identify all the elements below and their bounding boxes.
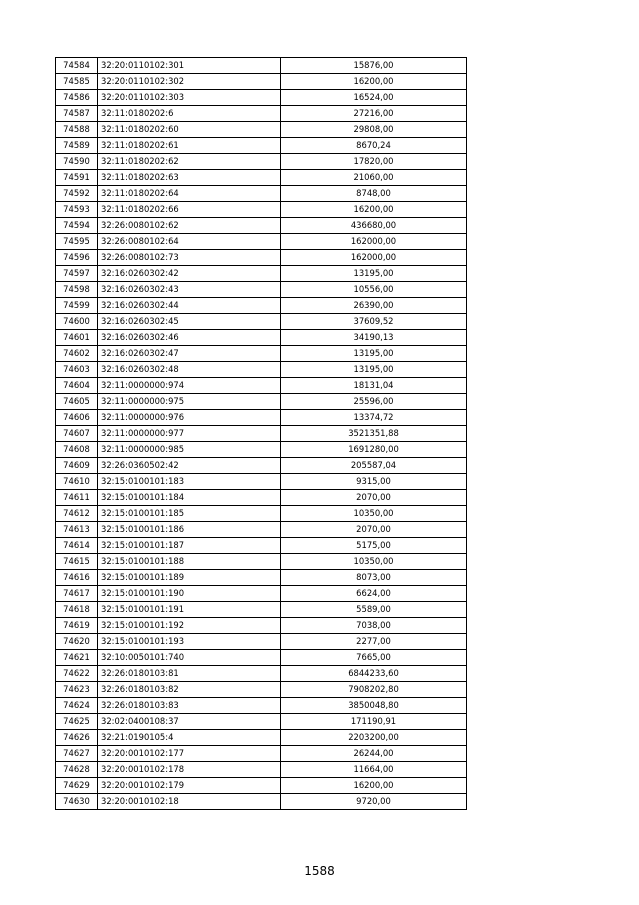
table-row	[56, 794, 467, 810]
page-number: 1588	[304, 864, 335, 878]
row-number-cell: 74607	[56, 426, 98, 442]
value-cell: 27216,00	[281, 106, 467, 122]
cadastral-number-cell: 32:15:0100101:185	[98, 506, 281, 522]
table-row	[56, 74, 467, 90]
table-row	[56, 170, 467, 186]
value-cell: 18131,04	[281, 378, 467, 394]
cadastral-number-cell: 32:15:0100101:191	[98, 602, 281, 618]
cadastral-number-cell: 32:26:0080102:62	[98, 218, 281, 234]
row-number-cell: 74589	[56, 138, 98, 154]
table-row	[56, 586, 467, 602]
value-cell: 3521351,88	[281, 426, 467, 442]
value-cell: 37609,52	[281, 314, 467, 330]
row-number-cell: 74591	[56, 170, 98, 186]
cadastral-number-cell: 32:26:0180103:82	[98, 682, 281, 698]
value-cell: 7665,00	[281, 650, 467, 666]
table-row	[56, 442, 467, 458]
table-row	[56, 186, 467, 202]
value-cell: 17820,00	[281, 154, 467, 170]
value-cell: 6624,00	[281, 586, 467, 602]
row-number-cell: 74626	[56, 730, 98, 746]
cadastral-number-cell: 32:11:0180202:6	[98, 106, 281, 122]
row-number-cell: 74604	[56, 378, 98, 394]
table-row	[56, 474, 467, 490]
value-cell: 10350,00	[281, 506, 467, 522]
row-number-cell: 74594	[56, 218, 98, 234]
row-number-cell: 74596	[56, 250, 98, 266]
value-cell: 5175,00	[281, 538, 467, 554]
value-cell: 11664,00	[281, 762, 467, 778]
table-row	[56, 218, 467, 234]
row-number-cell: 74610	[56, 474, 98, 490]
table-row	[56, 634, 467, 650]
cadastral-number-cell: 32:15:0100101:183	[98, 474, 281, 490]
value-cell: 7038,00	[281, 618, 467, 634]
value-cell: 162000,00	[281, 250, 467, 266]
row-number-cell: 74628	[56, 762, 98, 778]
cadastral-number-cell: 32:26:0080102:73	[98, 250, 281, 266]
table-row	[56, 346, 467, 362]
table-row	[56, 602, 467, 618]
row-number-cell: 74621	[56, 650, 98, 666]
cadastral-number-cell: 32:16:0260302:47	[98, 346, 281, 362]
table-row	[56, 506, 467, 522]
cadastral-number-cell: 32:20:0010102:18	[98, 794, 281, 810]
row-number-cell: 74606	[56, 410, 98, 426]
cadastral-number-cell: 32:20:0110102:303	[98, 90, 281, 106]
cadastral-number-cell: 32:11:0000000:975	[98, 394, 281, 410]
row-number-cell: 74611	[56, 490, 98, 506]
table-row	[56, 298, 467, 314]
value-cell: 25596,00	[281, 394, 467, 410]
row-number-cell: 74597	[56, 266, 98, 282]
row-number-cell: 74598	[56, 282, 98, 298]
cadastral-number-cell: 32:20:0110102:302	[98, 74, 281, 90]
table-row	[56, 58, 467, 74]
table-row	[56, 426, 467, 442]
table-row	[56, 394, 467, 410]
value-cell: 15876,00	[281, 58, 467, 74]
cadastral-number-cell: 32:11:0000000:976	[98, 410, 281, 426]
row-number-cell: 74630	[56, 794, 98, 810]
row-number-cell: 74617	[56, 586, 98, 602]
value-cell: 205587,04	[281, 458, 467, 474]
table-row	[56, 154, 467, 170]
cadastral-number-cell: 32:11:0180202:63	[98, 170, 281, 186]
row-number-cell: 74613	[56, 522, 98, 538]
row-number-cell: 74587	[56, 106, 98, 122]
cadastral-number-cell: 32:16:0260302:48	[98, 362, 281, 378]
value-cell: 13374,72	[281, 410, 467, 426]
value-cell: 13195,00	[281, 362, 467, 378]
table-row	[56, 330, 467, 346]
cadastral-number-cell: 32:16:0260302:44	[98, 298, 281, 314]
cadastral-number-cell: 32:16:0260302:42	[98, 266, 281, 282]
table-row	[56, 122, 467, 138]
table-row	[56, 554, 467, 570]
cadastral-number-cell: 32:15:0100101:184	[98, 490, 281, 506]
value-cell: 10350,00	[281, 554, 467, 570]
table-row	[56, 362, 467, 378]
value-cell: 9315,00	[281, 474, 467, 490]
cadastral-number-cell: 32:11:0180202:61	[98, 138, 281, 154]
row-number-cell: 74629	[56, 778, 98, 794]
table-row	[56, 266, 467, 282]
value-cell: 21060,00	[281, 170, 467, 186]
cadastral-number-cell: 32:21:0190105:4	[98, 730, 281, 746]
value-cell: 171190,91	[281, 714, 467, 730]
value-cell: 2277,00	[281, 634, 467, 650]
row-number-cell: 74615	[56, 554, 98, 570]
table-row	[56, 570, 467, 586]
row-number-cell: 74585	[56, 74, 98, 90]
row-number-cell: 74618	[56, 602, 98, 618]
table-row	[56, 762, 467, 778]
table-row	[56, 618, 467, 634]
table-row	[56, 698, 467, 714]
row-number-cell: 74619	[56, 618, 98, 634]
cadastral-number-cell: 32:10:0050101:740	[98, 650, 281, 666]
row-number-cell: 74593	[56, 202, 98, 218]
value-cell: 6844233,60	[281, 666, 467, 682]
registry-table-body	[56, 58, 467, 810]
cadastral-number-cell: 32:20:0010102:178	[98, 762, 281, 778]
value-cell: 10556,00	[281, 282, 467, 298]
cadastral-number-cell: 32:11:0000000:974	[98, 378, 281, 394]
table-row	[56, 314, 467, 330]
value-cell: 13195,00	[281, 346, 467, 362]
row-number-cell: 74603	[56, 362, 98, 378]
row-number-cell: 74600	[56, 314, 98, 330]
table-row	[56, 778, 467, 794]
cadastral-number-cell: 32:26:0080102:64	[98, 234, 281, 250]
registry-table	[55, 57, 467, 810]
row-number-cell: 74622	[56, 666, 98, 682]
row-number-cell: 74627	[56, 746, 98, 762]
row-number-cell: 74623	[56, 682, 98, 698]
value-cell: 26390,00	[281, 298, 467, 314]
value-cell: 2203200,00	[281, 730, 467, 746]
cadastral-number-cell: 32:11:0000000:985	[98, 442, 281, 458]
cadastral-number-cell: 32:02:0400108:37	[98, 714, 281, 730]
cadastral-number-cell: 32:20:0010102:177	[98, 746, 281, 762]
cadastral-number-cell: 32:15:0100101:189	[98, 570, 281, 586]
value-cell: 16200,00	[281, 202, 467, 218]
value-cell: 5589,00	[281, 602, 467, 618]
cadastral-number-cell: 32:16:0260302:46	[98, 330, 281, 346]
cadastral-number-cell: 32:16:0260302:43	[98, 282, 281, 298]
value-cell: 34190,13	[281, 330, 467, 346]
cadastral-number-cell: 32:26:0360502:42	[98, 458, 281, 474]
cadastral-number-cell: 32:11:0180202:62	[98, 154, 281, 170]
table-row	[56, 650, 467, 666]
row-number-cell: 74624	[56, 698, 98, 714]
row-number-cell: 74601	[56, 330, 98, 346]
row-number-cell: 74599	[56, 298, 98, 314]
value-cell: 16524,00	[281, 90, 467, 106]
cadastral-number-cell: 32:26:0180103:83	[98, 698, 281, 714]
row-number-cell: 74616	[56, 570, 98, 586]
cadastral-number-cell: 32:15:0100101:188	[98, 554, 281, 570]
cadastral-number-cell: 32:20:0110102:301	[98, 58, 281, 74]
row-number-cell: 74612	[56, 506, 98, 522]
table-row	[56, 666, 467, 682]
row-number-cell: 74588	[56, 122, 98, 138]
value-cell: 8670,24	[281, 138, 467, 154]
cadastral-number-cell: 32:15:0100101:193	[98, 634, 281, 650]
row-number-cell: 74608	[56, 442, 98, 458]
table-row	[56, 90, 467, 106]
value-cell: 13195,00	[281, 266, 467, 282]
value-cell: 162000,00	[281, 234, 467, 250]
table-row	[56, 410, 467, 426]
cadastral-number-cell: 32:11:0180202:66	[98, 202, 281, 218]
value-cell: 3850048,80	[281, 698, 467, 714]
row-number-cell: 74609	[56, 458, 98, 474]
table-row	[56, 682, 467, 698]
table-row	[56, 538, 467, 554]
value-cell: 7908202,80	[281, 682, 467, 698]
table-row	[56, 282, 467, 298]
value-cell: 1691280,00	[281, 442, 467, 458]
cadastral-number-cell: 32:11:0180202:60	[98, 122, 281, 138]
cadastral-number-cell: 32:11:0180202:64	[98, 186, 281, 202]
value-cell: 9720,00	[281, 794, 467, 810]
table-row	[56, 730, 467, 746]
row-number-cell: 74592	[56, 186, 98, 202]
cadastral-number-cell: 32:11:0000000:977	[98, 426, 281, 442]
row-number-cell: 74605	[56, 394, 98, 410]
cadastral-number-cell: 32:26:0180103:81	[98, 666, 281, 682]
table-row	[56, 522, 467, 538]
cadastral-number-cell: 32:15:0100101:187	[98, 538, 281, 554]
table-row	[56, 138, 467, 154]
row-number-cell: 74602	[56, 346, 98, 362]
row-number-cell: 74584	[56, 58, 98, 74]
table-row	[56, 106, 467, 122]
cadastral-number-cell: 32:16:0260302:45	[98, 314, 281, 330]
table-row	[56, 490, 467, 506]
row-number-cell: 74620	[56, 634, 98, 650]
table-row	[56, 746, 467, 762]
cadastral-number-cell: 32:15:0100101:186	[98, 522, 281, 538]
row-number-cell: 74614	[56, 538, 98, 554]
cadastral-number-cell: 32:15:0100101:190	[98, 586, 281, 602]
row-number-cell: 74595	[56, 234, 98, 250]
cadastral-number-cell: 32:20:0010102:179	[98, 778, 281, 794]
table-row	[56, 202, 467, 218]
table-row	[56, 458, 467, 474]
value-cell: 436680,00	[281, 218, 467, 234]
value-cell: 8748,00	[281, 186, 467, 202]
value-cell: 8073,00	[281, 570, 467, 586]
row-number-cell: 74586	[56, 90, 98, 106]
value-cell: 29808,00	[281, 122, 467, 138]
value-cell: 2070,00	[281, 490, 467, 506]
value-cell: 16200,00	[281, 778, 467, 794]
table-row	[56, 714, 467, 730]
table-row	[56, 234, 467, 250]
value-cell: 2070,00	[281, 522, 467, 538]
row-number-cell: 74590	[56, 154, 98, 170]
row-number-cell: 74625	[56, 714, 98, 730]
cadastral-number-cell: 32:15:0100101:192	[98, 618, 281, 634]
table-row	[56, 250, 467, 266]
value-cell: 16200,00	[281, 74, 467, 90]
value-cell: 26244,00	[281, 746, 467, 762]
table-row	[56, 378, 467, 394]
